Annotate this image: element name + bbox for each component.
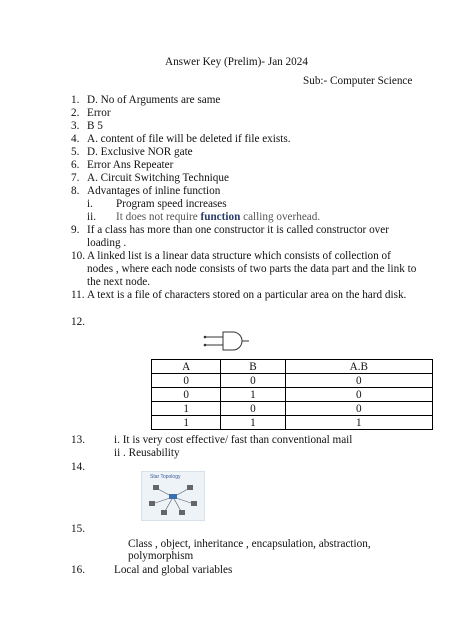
answer-5-text: D. Exclusive NOR gate [87,146,193,158]
answer-13-num: 13. [71,434,85,446]
answer-16-num: 16. [71,564,85,576]
table-cell: 1 [221,416,285,430]
table-cell: 0 [285,402,432,416]
table-cell: 1 [152,402,221,416]
table-cell: 0 [285,374,432,388]
star-topology-caption: Star Topology [150,474,181,480]
answer-8-sub-ii-text: It does not require function calling overhead. [116,211,321,223]
answer-7-num: 7. [71,172,80,184]
table-cell: 0 [285,388,432,402]
table-row [152,402,433,416]
answer-3-num: 3. [71,120,80,132]
answer-8-text: Advantages of inline function [87,185,221,197]
star-topology-diagram [141,471,205,521]
answer-8-sub-i-num: i. [87,198,93,210]
table-row [152,416,433,430]
answer-8-num: 8. [71,185,80,197]
answer-1-num: 1. [71,94,80,106]
table-row [152,388,433,402]
answer-13-line-1: i. It is very cost effective/ fast than conventional mail [114,434,353,446]
table-row [152,374,433,388]
table-cell: 0 [221,374,285,388]
answer-10-text: A linked list is a linear data structure which consists of collection of [87,250,391,262]
answer-8-sub-ii-num: ii. [87,211,97,223]
answer-9-num: 9. [71,224,80,236]
truth-table-header-cell: A [152,360,221,374]
answer-9-text: If a class has more than one constructor it is called constructor over [87,224,389,236]
answer-2-text: Error [87,107,111,119]
truth-table [151,359,433,430]
answer-10-cont: nodes , where each node consists of two parts the data part and the link to [87,263,417,275]
table-cell: 0 [152,388,221,402]
answer-2-num: 2. [71,107,80,119]
answer-13-line-2: ii . Reusability [114,447,180,459]
and-gate-icon [203,330,251,352]
answer-4-num: 4. [71,133,80,145]
truth-table-header [152,360,433,374]
table-cell: 1 [152,416,221,430]
truth-table-header-cell: A.B [285,360,432,374]
answer-11-text: A text is a file of characters stored on a particular area on the hard disk. [87,289,407,301]
answer-16-text: Local and global variables [114,564,233,576]
answer-8-sub-i-text: Program speed increases [116,198,227,210]
answer-10-num: 10. [71,250,85,262]
answer-9-cont: loading . [87,237,127,249]
subject-label: Sub:- Computer Science [303,75,413,87]
truth-table-header-cell: B [221,360,285,374]
answer-10-cont2: the next node. [87,276,151,288]
network-icon [142,472,204,520]
answer-1-text: D. No of Arguments are same [87,94,221,106]
answer-14-num: 14. [71,461,85,473]
answer-5-num: 5. [71,146,80,158]
answer-12-num: 12. [71,316,85,328]
answer-6-num: 6. [71,159,80,171]
answer-6-text: Error Ans Repeater [87,159,174,171]
answer-15-line-1: Class , object, inheritance , encapsulation, abstraction, [128,538,371,550]
answer-11-num: 11. [71,289,85,301]
answer-7-text: A. Circuit Switching Technique [87,172,229,184]
answer-15-line-2: polymorphism [128,550,194,562]
table-cell: 0 [152,374,221,388]
page-title: Answer Key (Prelim)- Jan 2024 [165,56,308,68]
answer-15-num: 15. [71,523,85,535]
table-cell: 1 [285,416,432,430]
answer-4-text: A. content of file will be deleted if file exists. [87,133,291,145]
table-cell: 0 [221,402,285,416]
table-cell: 1 [221,388,285,402]
answer-3-text: B 5 [87,120,103,132]
